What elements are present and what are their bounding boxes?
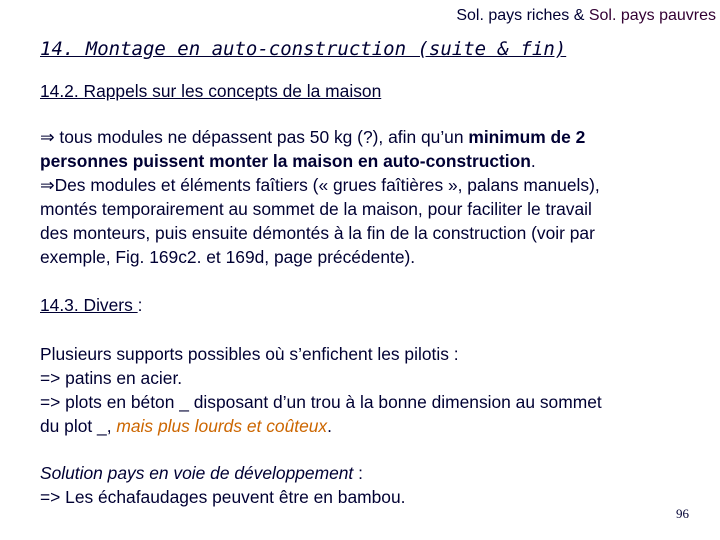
line xyxy=(40,149,600,173)
line: des monteurs, puis ensuite démontés à la fin de la construction (voir par xyxy=(40,223,595,243)
header-poor-label: Sol. pays pauvres xyxy=(588,7,716,24)
line xyxy=(40,414,602,438)
line: => Les échafaudages peuvent être en bambou. xyxy=(40,487,406,507)
text: : xyxy=(137,295,143,315)
line xyxy=(40,125,600,149)
text: tous modules ne dépassent pas 50 kg (?), afin qu’un xyxy=(54,127,469,147)
text: . xyxy=(530,151,536,171)
line xyxy=(40,461,405,485)
page-number: 96 xyxy=(676,506,689,521)
section-heading-14-2-text: 14.2. Rappels sur les concepts de la maison xyxy=(40,81,382,101)
line: Plusieurs supports possibles où s’enfichent les pilotis : xyxy=(40,344,459,364)
text: du plot _, xyxy=(40,416,117,436)
highlight-text: mais plus lourds et coûteux xyxy=(116,416,328,436)
paragraph-solution xyxy=(40,461,405,509)
text: Des modules et éléments faîtiers (« grues faîtières », palans manuels), xyxy=(54,175,600,195)
header-rich-label: Sol. pays riches & xyxy=(456,7,589,24)
implies-arrow-icon: ⇒ xyxy=(40,175,55,195)
bold-text: minimum de 2 xyxy=(468,127,586,147)
section-heading-14-3 xyxy=(40,293,142,317)
text: : xyxy=(353,463,363,483)
section-heading-14-3-text: 14.3. Divers xyxy=(40,295,138,315)
page-title: 14. Montage en auto-construction (suite & fin) xyxy=(40,38,567,60)
slide-header xyxy=(456,7,716,25)
implies-arrow-icon: ⇒ xyxy=(40,127,55,147)
bold-text: personnes puissent monter la maison en auto-construction xyxy=(40,151,531,171)
paragraph-supports xyxy=(40,342,602,438)
line: => plots en béton _ disposant d’un trou à la bonne dimension au sommet xyxy=(40,392,602,412)
paragraph-concepts xyxy=(40,125,600,269)
italic-text: Solution pays en voie de développement xyxy=(40,463,354,483)
line: montés temporairement au sommet de la maison, pour faciliter le travail xyxy=(40,199,592,219)
line: exemple, Fig. 169c2. et 169d, page précédente). xyxy=(40,247,416,267)
section-heading-14-2 xyxy=(40,79,381,103)
line: => patins en acier. xyxy=(40,368,183,388)
line xyxy=(40,173,600,197)
text: . xyxy=(327,416,332,436)
